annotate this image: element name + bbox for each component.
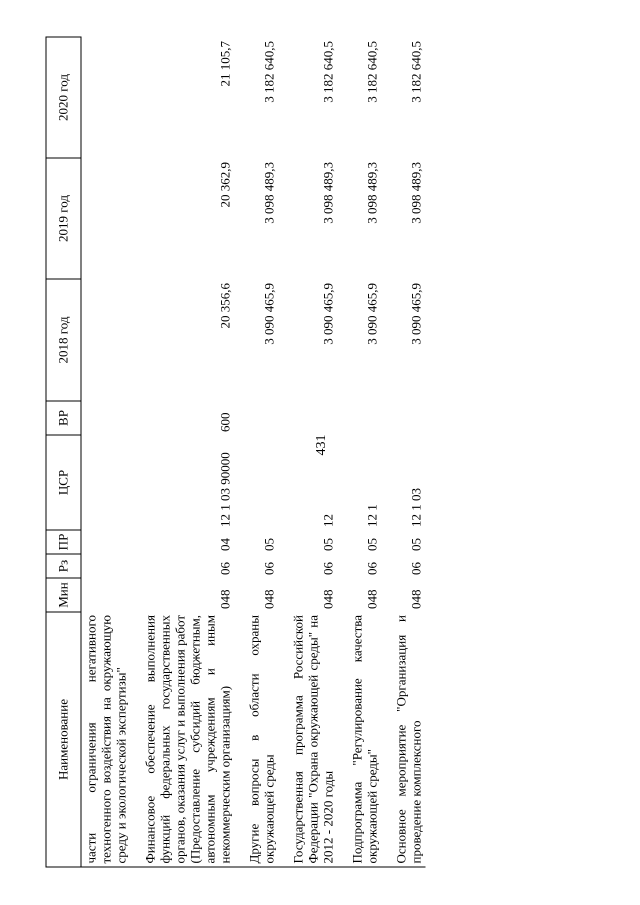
row-2020: 3 182 640,5 (261, 41, 277, 103)
budget-table (46, 37, 426, 868)
row-2019: 3 098 489,3 (261, 162, 277, 224)
row-2020 (81, 37, 141, 158)
row-name: Финансовое обеспечение выполнения функций федеральных государственных органов, оказания услуг и выполнения работ (Предоставление субсидий бюджетным, автономным учреждениям и иным некоммерческим организациям) (141, 612, 245, 867)
row-min: 048 (364, 589, 380, 609)
row-vr (245, 401, 289, 435)
row-pr: 05 (364, 538, 380, 551)
row-name: Другие вопросы в области охраны окружающей среды (245, 612, 289, 867)
header-2020: 2020 год (46, 37, 81, 158)
row-pr: 04 (217, 538, 233, 551)
row-2020: 3 182 640,5 (364, 41, 380, 103)
row-rz (81, 554, 141, 578)
row-rz: 06 (261, 562, 277, 575)
row-2018: 20 356,6 (217, 283, 233, 329)
budget-table-page (46, 38, 591, 868)
row-csr: 12 1 03 90000 (217, 452, 233, 527)
row-2018: 3 090 465,9 (261, 283, 277, 345)
row-vr (348, 401, 392, 435)
row-2019 (81, 158, 141, 279)
row-csr: 12 1 03 (408, 488, 424, 527)
row-2019: 3 098 489,3 (364, 162, 380, 224)
table-header-row (46, 37, 81, 867)
header-vr: ВР (46, 401, 81, 435)
row-min: 048 (408, 589, 424, 609)
row-2020: 21 105,7 (217, 41, 233, 87)
row-name: Государственная программа Российской Федерации "Охрана окружающей среды" на 2012 - 2020 годы (289, 612, 348, 867)
row-name: Основное мероприятие "Организация и проведение комплексного (392, 612, 426, 867)
table-row (141, 37, 245, 867)
row-2018: 3 090 465,9 (320, 283, 336, 345)
row-vr: 600 (217, 412, 233, 432)
header-2018: 2018 год (46, 279, 81, 401)
row-name: части ограничения негативного техногенного воздействия на окружающую среду и экологической экспертизы" (81, 612, 141, 867)
row-rz: 06 (320, 562, 336, 575)
header-rz: Рз (46, 554, 81, 578)
row-2018: 3 090 465,9 (408, 283, 424, 345)
row-min: 048 (261, 589, 277, 609)
row-2018: 3 090 465,9 (364, 283, 380, 345)
row-csr (81, 435, 141, 530)
page-number: 431 (314, 434, 329, 456)
header-name: Наименование (46, 612, 81, 867)
row-rz: 06 (408, 562, 424, 575)
row-min: 048 (217, 589, 233, 609)
row-csr: 12 (320, 514, 336, 527)
row-name: Подпрограмма "Регулирование качества окружающей среды" (348, 612, 392, 867)
row-2018 (81, 279, 141, 401)
row-2019: 20 362,9 (217, 162, 233, 208)
row-csr (245, 435, 289, 530)
row-vr (289, 401, 348, 435)
row-vr (81, 401, 141, 435)
row-2020: 3 182 640,5 (320, 41, 336, 103)
row-2019: 3 098 489,3 (408, 162, 424, 224)
row-pr: 05 (408, 538, 424, 551)
row-vr (392, 401, 426, 435)
row-csr: 12 1 (364, 504, 380, 527)
row-pr: 05 (320, 538, 336, 551)
table-row (392, 37, 426, 867)
header-csr: ЦСР (46, 435, 81, 530)
header-2019: 2019 год (46, 158, 81, 279)
row-min (81, 578, 141, 612)
row-rz: 06 (217, 562, 233, 575)
header-min: Мин (46, 578, 81, 612)
row-2020: 3 182 640,5 (408, 41, 424, 103)
table-row (289, 37, 348, 867)
row-pr (81, 530, 141, 554)
table-row (81, 37, 141, 867)
row-pr: 05 (261, 538, 277, 551)
row-rz: 06 (364, 562, 380, 575)
table-row (245, 37, 289, 867)
table-row (348, 37, 392, 867)
header-pr: ПР (46, 530, 81, 554)
row-2019: 3 098 489,3 (320, 162, 336, 224)
row-min: 048 (320, 589, 336, 609)
